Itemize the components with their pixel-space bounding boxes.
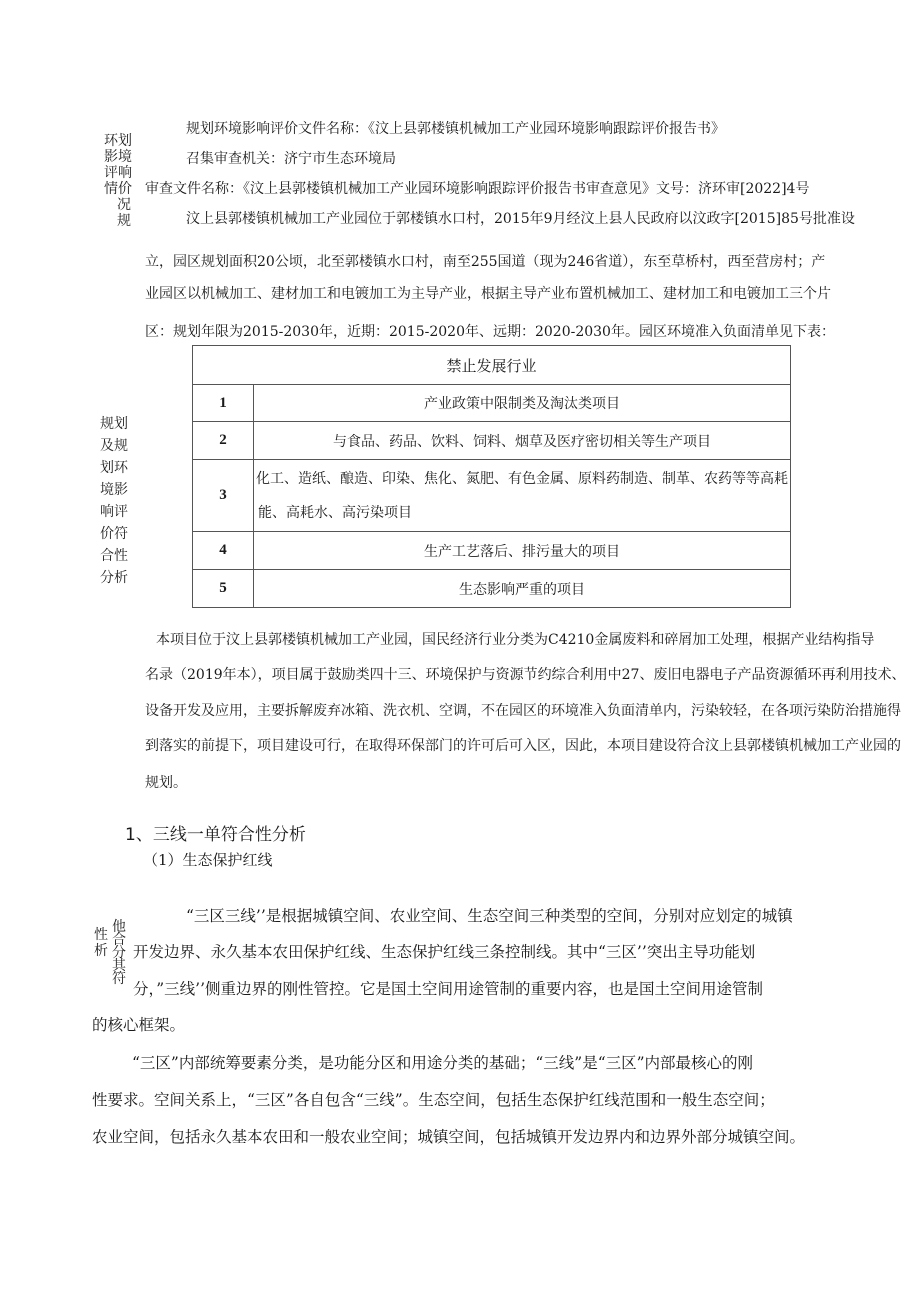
intro-line: 汶上县郭楼镇机械加工产业园位于郭楼镇水口村，2015年9月经汶上县人民政府以汶政字[2015]85号批准设 (186, 211, 855, 227)
side-label-char: 划环 (100, 460, 128, 476)
row-content-line: 化工、造纸、酿造、印染、焦化、氮肥、有色金属、原料药制造、制革、农药等等高耗 (256, 470, 788, 487)
side-label-char: 合 (112, 932, 126, 948)
side-label-char: 评响 (104, 165, 132, 181)
table-row (193, 422, 791, 460)
row-content: 生态影响严重的项目 (254, 570, 791, 608)
three-lines-paragraph (92, 1051, 892, 1161)
side-label-char: 响评 (100, 504, 128, 520)
side-label-char: 符 (112, 971, 126, 987)
intro-line: 业园区以机械加工、建材加工和电镀加工为主导产业，根据主导产业布置机械加工、建材加工和电镀加工三个片 (145, 286, 831, 302)
side-label-char: 环划 (104, 133, 132, 149)
paragraph-line: 开发边界、永久基本农田保护红线、生态保护红线三条控制线。其中“三区’’突出主导功能划 (133, 943, 756, 961)
conclusion-paragraph (145, 629, 906, 799)
paragraph-line: 分，”三线’’侧重边界的刚性管控。它是国土空间用途管制的重要内容，也是国土空间用途管制 (133, 980, 764, 998)
conclusion-line: 名录（2019年本），项目属于鼓励类四十三、环境保护与资源节约综合利用中27、废旧电器电子产品资源循环再利用技术、 (145, 667, 906, 683)
side-label-char: 规 (117, 213, 131, 229)
row-number: 3 (193, 460, 254, 532)
conclusion-line: 设备开发及应用，主要拆解废弃冰箱、洗衣机、空调，不在园区的环境准入负面清单内，污染较轻，在各项污染防治措施得 (145, 703, 901, 719)
table-row (193, 570, 791, 608)
row-content: 与食品、药品、饮料、饲料、烟草及医疗密切相关等生产项目 (254, 422, 791, 460)
paragraph-line: 性要求。空间关系上，“三区”各自包含“三线”。生态空间，包括生态保护红线范围和一般生态空间； (92, 1091, 775, 1109)
side-label-char: 况 (117, 197, 131, 213)
paragraph-line: 的核心框架。 (92, 1016, 186, 1034)
negative-list-table (192, 345, 791, 608)
row-number: 2 (193, 422, 254, 460)
side-label-plan-compliance (94, 413, 134, 589)
side-label-char: 及规 (100, 438, 128, 454)
row-number: 5 (193, 570, 254, 608)
side-label-plan-eia-status (98, 133, 138, 229)
intro-line: 立，园区规划面积20公顷，北至郭楼镇水口村，南至255国道（现为246省道），东至草桥村，西至营房村；产 (145, 254, 826, 270)
side-label-char: 他 (112, 919, 126, 935)
side-label-char: 其 (112, 958, 126, 974)
row-content (254, 460, 791, 532)
row-content: 产业政策中限制类及淘汰类项目 (254, 385, 791, 422)
table-row (193, 385, 791, 422)
intro-line: 区：规划年限为2015-2030年，近期：2015-2020年、远期：2020-2030年。园区环境准入负面清单见下表： (145, 324, 835, 340)
review-document-name: 审查文件名称：《汶上县郭楼镇机械加工产业园环境影响跟踪评价报告书审查意见》文号：济环审[2022]4号 (145, 181, 810, 197)
intro-paragraph (145, 208, 855, 348)
side-label-char: 析 (94, 943, 108, 959)
row-number: 1 (193, 385, 254, 422)
paragraph-line: 农业空间，包括永久基本农田和一般农业空间；城镇空间，包括城镇开发边界内和边界外部分城镇空间。 (92, 1128, 806, 1146)
conclusion-line: 规划。 (145, 775, 187, 791)
side-label-char: 情价 (104, 181, 132, 197)
three-zones-paragraph (92, 904, 852, 1034)
table-row (193, 532, 791, 570)
side-label-char: 境影 (100, 482, 128, 498)
table-row (193, 460, 791, 532)
section-subheading: （1）生态保护红线 (143, 851, 273, 869)
table-header-row (193, 346, 791, 385)
section-heading: 1、三线一单符合性分析 (125, 825, 306, 845)
row-content-line: 能、高耗水、高污染项目 (258, 504, 412, 521)
conclusion-line: 到落实的前提下，项目建设可行，在取得环保部门的许可后可入区，因此，本项目建设符合汶上县郭楼镇机械加工产业园的 (145, 738, 901, 754)
side-label-char: 性 (94, 927, 108, 943)
side-label-char: 影境 (104, 149, 132, 165)
row-number: 4 (193, 532, 254, 570)
conclusion-line: 本项目位于汶上县郭楼镇机械加工产业园，国民经济行业分类为C4210金属废料和碎屑加工处理，根据产业结构指导 (156, 632, 875, 648)
side-label-char: 分析 (100, 570, 128, 586)
side-label-char: 分 (112, 945, 126, 961)
row-content: 生产工艺落后、排污量大的项目 (254, 532, 791, 570)
review-authority: 召集审查机关：济宁市生态环境局 (186, 151, 396, 167)
paragraph-line: “三区三线’’是根据城镇空间、农业空间、生态空间三种类型的空间，分别对应划定的城镇 (186, 907, 793, 925)
side-label-char: 规划 (100, 416, 128, 432)
table-header: 禁止发展行业 (193, 346, 791, 385)
paragraph-line: “三区”内部统筹要素分类，是功能分区和用途分类的基础；“三线”是“三区”内部最核心的刚 (132, 1054, 754, 1072)
side-label-char: 价符 (100, 526, 128, 542)
side-label-char: 合性 (100, 548, 128, 564)
plan-eia-file-name: 规划环境影响评价文件名称：《汶上县郭楼镇机械加工产业园环境影响跟踪评价报告书》 (186, 121, 725, 137)
